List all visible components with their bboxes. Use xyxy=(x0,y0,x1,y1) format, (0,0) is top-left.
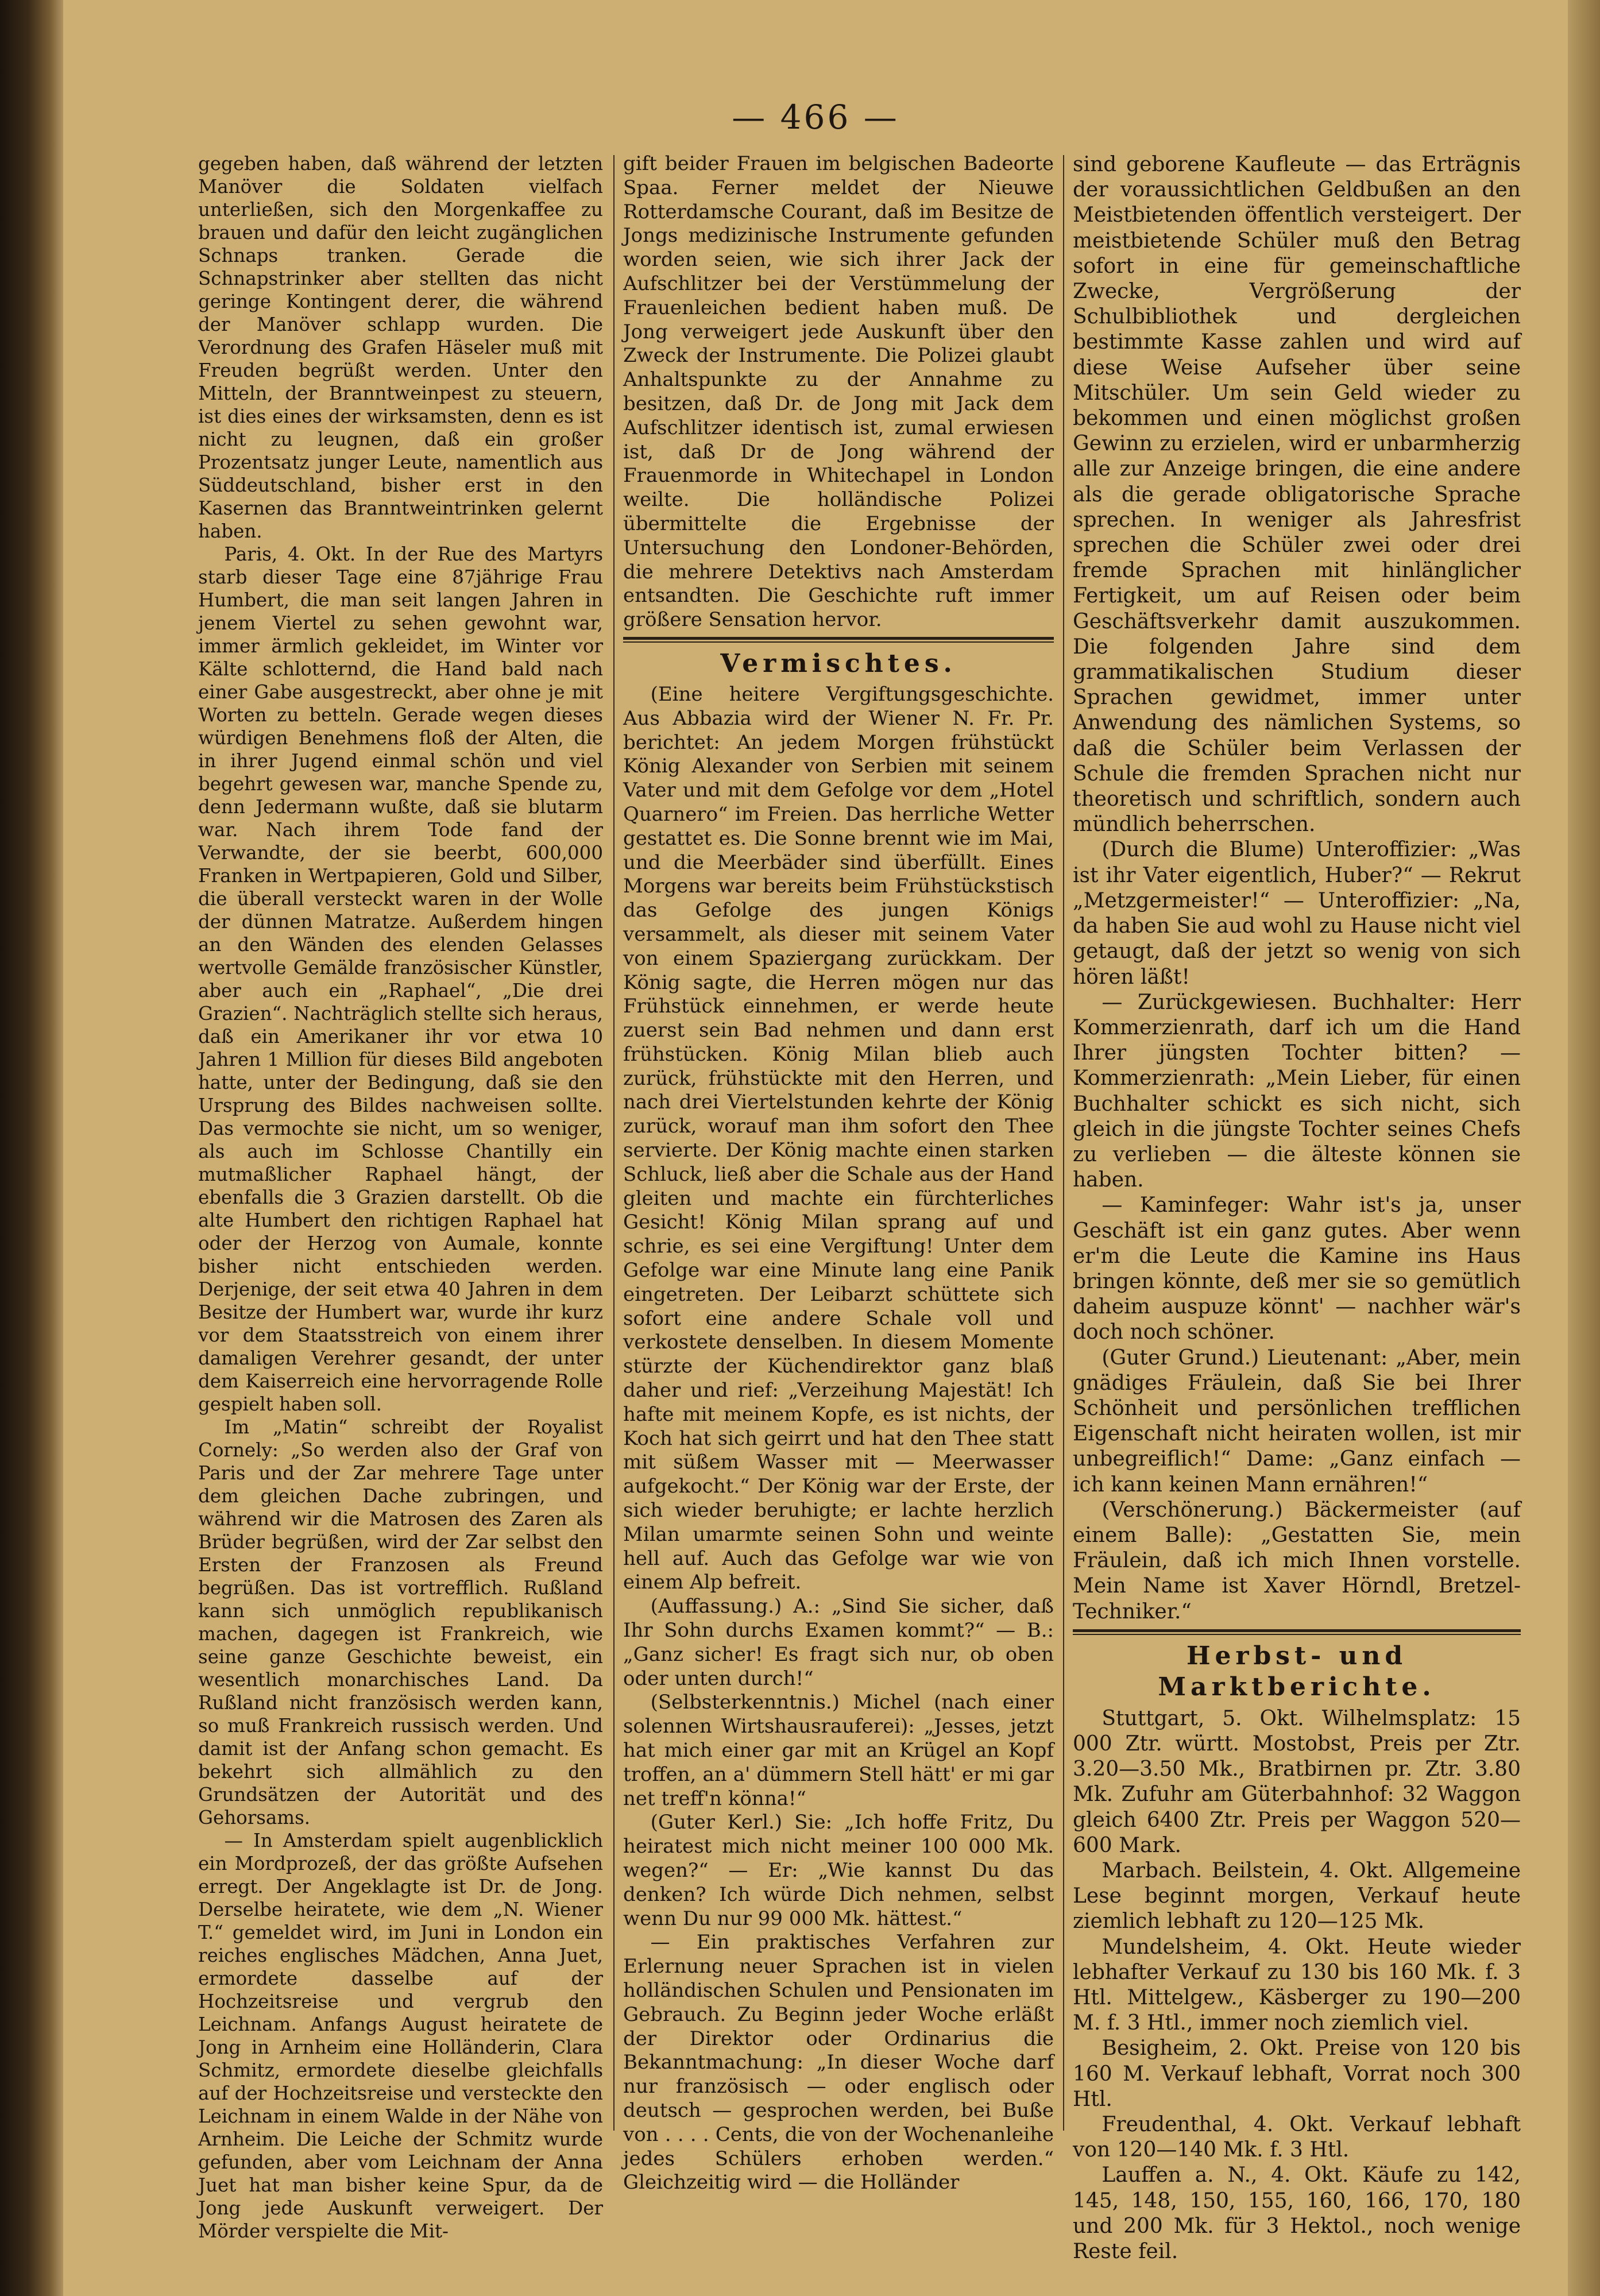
paragraph: — Zurückgewiesen. Buchhalter: Herr Kommerzienrath, darf ich um die Hand Ihrer jüngsten Tochter bitten? — Kommerzienrath: „Mein Lieber, für einen Buchhalter schickt es sich nicht, sich gleich in die jüngste Tochter seines Chefs zu verlieben — die älteste können sie haben. xyxy=(1073,990,1521,1192)
paragraph: Lauffen a. N., 4. Okt. Käufe zu 142, 145, 148, 150, 155, 160, 166, 170, 180 und 200 Mk. für 3 Hektol., noch wenige Reste feil. xyxy=(1073,2163,1521,2264)
paragraph: Mundelsheim, 4. Okt. Heute wieder lebhafter Verkauf zu 130 bis 160 Mk. f. 3 Htl. Mittelgew., Käsberger zu 190—200 M. f. 3 Htl., immer noch ziemlich viel. xyxy=(1073,1935,1521,2035)
paragraph: — Ein praktisches Verfahren zur Erlernung neuer Sprachen ist in vielen holländischen Schulen und Pensionaten im Gebrauch. Zu Beginn jeder Woche erläßt der Direktor oder Ordinarius die Bekanntmachung: „In dieser Woche darf nur französisch — oder englisch oder deutsch — gesprochen werden, bei Buße von . . . . Cents, die von der Wochenanleihe jedes Schülers erhoben werden.“ Gleichzeitig wird — die Holländer xyxy=(623,1931,1054,2194)
column-2 xyxy=(623,152,1054,2195)
section-rule xyxy=(1073,1629,1521,1635)
paragraph: (Durch die Blume) Unteroffizier: „Was ist ihr Vater eigentlich, Huber?“ — Rekrut „Metzgermeister!“ — Unteroffizier: „Na, da haben Sie aud wohl zu Hause nicht viel getaugt, daß der jetzt so wenig von sich hören läßt! xyxy=(1073,838,1521,989)
section-rule xyxy=(623,637,1054,643)
paragraph: Stuttgart, 5. Okt. Wilhelmsplatz: 15 000 Ztr. württ. Mostobst, Preis per Ztr. 3.20—3.50 Mk., Bratbirnen pr. Ztr. 3.80 Mk. Zufuhr am Güterbahnhof: 32 Waggon gleich 6400 Ztr. Preis per Waggon 520—600 Mark. xyxy=(1073,1706,1521,1857)
paragraph: Paris, 4. Okt. In der Rue des Martyrs starb dieser Tage eine 87jährige Frau Humbert, die man seit langen Jahren in jenem Viertel zu sehen gewohnt war, immer ärmlich gekleidet, im Winter vor Kälte schlotternd, die Hand bald nach einer Gabe ausgestreckt, aber ohne je mit Worten zu betteln. Gerade wegen dieses würdigen Benehmens floß der Alten, die in ihrer Jugend einmal schön und viel begehrt gewesen war, manche Spende zu, denn Jedermann wußte, daß sie blutarm war. Nach ihrem Tode fand der Verwandte, der sie beerbt, 600,000 Franken in Wertpapieren, Gold und Silber, die überall versteckt waren in der Wolle der dünnen Matratze. Außerdem hingen an den Wänden des elenden Gelasses wertvolle Gemälde französischer Künstler, aber auch ein „Raphael“, „Die drei Grazien“. Nachträglich stellte sich heraus, daß ein Amerikaner ihr vor etwa 10 Jahren 1 Million für dieses Bild angeboten hatte, unter der Bedingung, daß sie den Ursprung des Bildes nachweisen sollte. Das vermochte sie nicht, um so weniger, als auch im Schlosse Chantilly ein mutmaßlicher Raphael hängt, der ebenfalls die 3 Grazien darstellt. Ob die alte Humbert den richtigen Raphael hat oder der Herzog von Aumale, konnte bisher nicht entschieden werden. Derjenige, der seit etwa 40 Jahren in dem Besitze der Humbert war, wurde ihr kurz vor dem Staatsstreich von einem ihrer damaligen Verehrer gesandt, der unter dem Kaiserreich eine hervorragende Rolle gespielt haben soll. xyxy=(198,543,603,1415)
paragraph: — In Amsterdam spielt augenblicklich ein Mordprozeß, der das größte Aufsehen erregt. Der Angeklagte ist Dr. de Jong. Derselbe heiratete, wie dem „N. Wiener T.“ gemeldet wird, im Juni in London ein reiches englisches Mädchen, Anna Juet, ermordete dasselbe auf der Hochzeitsreise und vergrub den Leichnam. Anfangs August heiratete de Jong in Arnheim eine Holländerin, Clara Schmitz, ermordete dieselbe gleichfalls auf der Hochzeitsreise und versteckte den Leichnam in einem Walde in der Nähe von Arnheim. Die Leiche der Schmitz wurde gefunden, aber vom Leichnam der Anna Juet hat man bisher keine Spur, da de Jong jede Auskunft verweigert. Der Mörder verspielte die Mit- xyxy=(198,1830,603,2242)
section-heading-marktberichte: Herbst- und Marktberichte. xyxy=(1158,1641,1436,1702)
paragraph: Im „Matin“ schreibt der Royalist Cornely: „So werden also der Graf von Paris und der Zar mehrere Tage unter dem gleichen Dache zubringen, und während wir die Matrosen des Zaren als Brüder begrüßen, wird der Zar selbst den Ersten der Franzosen als Freund begrüßen. Das ist vortrefflich. Rußland kann sich unmöglich republikanisch machen, dagegen ist Frankreich, wie seine ganze Geschichte beweist, ein wesentlich monarchisches Land. Da Rußland nicht französisch werden kann, so muß Frankreich russisch werden. Und damit ist der Anfang schon gemacht. Es bekehrt sich allmählich zu den Grundsätzen der Autorität und des Gehorsams. xyxy=(198,1416,603,1829)
paragraph: (Guter Grund.) Lieutenant: „Aber, mein gnädiges Fräulein, daß Sie bei Ihrer Schönheit und persönlichen trefflichen Eigenschaft nicht heiraten wollen, ist mir unbegreiflich!“ Dame: „Ganz einfach — ich kann keinen Mann ernähren!“ xyxy=(1073,1346,1521,1497)
paragraph: gift beider Frauen im belgischen Badeorte Spaa. Ferner meldet der Nieuwe Rotterdamsche Courant, daß im Besitze de Jongs medizinische Instrumente gefunden worden seien, wie sich ihrer Jack der Aufschlitzer bei der Verstümmelung der Frauenleichen bedient haben muß. De Jong verweigert jede Auskunft über den Zweck der Instrumente. Die Polizei glaubt Anhaltspunkte zu der Annahme zu besitzen, daß Dr. de Jong mit Jack dem Aufschlitzer identisch ist, zumal erwiesen ist, daß Dr de Jong während der Frauenmorde in Whitechapel in London weilte. Die holländische Polizei übermittelte die Ergebnisse der Untersuchung den Londoner-Behörden, die mehrere Detektivs nach Amsterdam entsandten. Die Geschichte ruft immer größere Sensation hervor. xyxy=(623,152,1054,632)
paragraph: Besigheim, 2. Okt. Preise von 120 bis 160 M. Verkauf lebhaft, Vorrat noch 300 Htl. xyxy=(1073,2036,1521,2111)
paragraph: gegeben haben, daß während der letzten Manöver die Soldaten vielfach unterließen, sich den Morgenkaffee zu brauen und dafür den leicht zugänglichen Schnaps tranken. Gerade die Schnapstrinker aber stellten das nicht geringe Kontingent derer, die während der Manöver schlapp wurden. Die Verordnung des Grafen Häseler muß mit Freuden begrüßt werden. Unter den Mitteln, der Branntweinpest zu steuern, ist dies eines der wirksamsten, denn es ist nicht zu leugnen, daß ein großer Prozentsatz junger Leute, namentlich aus Süddeutschland, bisher erst in den Kasernen das Branntweintrinken gelernt haben. xyxy=(198,153,603,542)
column-1 xyxy=(198,152,603,2243)
book-binding xyxy=(0,0,63,2296)
paragraph: — Kaminfeger: Wahr ist's ja, unser Geschäft ist ein ganz gutes. Aber wenn er'm die Leute die Kamine ins Haus bringen könnte, deß mer sie so gemütlich daheim auspuze könnt' — nachher wär's doch noch schöner. xyxy=(1073,1193,1521,1344)
section-heading-vermischtes: Vermischtes. xyxy=(720,648,957,678)
paragraph: (Selbsterkenntnis.) Michel (nach einer solennen Wirtshausrauferei): „Jesses, jetzt hat mich einer gar mit an Krügel an Kopf troffen, an a' dümmern Stell hätt' er mi gar net treff'n könna!“ xyxy=(623,1691,1054,1810)
column-divider xyxy=(1063,155,1064,2131)
paragraph: (Verschönerung.) Bäckermeister (auf einem Balle): „Gestatten Sie, mein Fräulein, daß ich mich Ihnen vorstelle. Mein Name ist Xaver Hörndl, Bretzel-Techniker.“ xyxy=(1073,1498,1521,1624)
paragraph: (Auffassung.) A.: „Sind Sie sicher, daß Ihr Sohn durchs Examen kommt?“ — B.: „Ganz sicher! Es fragt sich nur, ob oben oder unten durch!“ xyxy=(623,1595,1054,1690)
paragraph: sind geborene Kaufleute — das Erträgnis der voraussichtlichen Geldbußen an den Meistbietenden öffentlich versteigert. Der meistbietende Schüler muß den Betrag sofort in eine für gemeinschaftliche Zwecke, Vergrößerung der Schulbibliothek und dergleichen bestimmte Kasse zahlen und wird auf diese Weise Aufseher über seine Mitschüler. Um sein Geld wieder zu bekommen und einen möglichst großen Gewinn zu erzielen, wird er unbarmherzig alle zur Anzeige bringen, die eine andere als die gerade obligatorische Sprache sprechen. In weniger als Jahresfrist sprechen die Schüler zwei oder drei fremde Sprachen mit hinlänglicher Fertigkeit, um auf Reisen oder beim Geschäftsverkehr damit auszukommen. Die folgenden Jahre sind dem grammatikalischen Studium dieser Sprachen gewidmet, immer unter Anwendung des nämlichen Systems, so daß die Schüler beim Verlassen der Schule die fremden Sprachen nicht nur theoretisch und schriftlich, sondern auch mündlich beherrschen. xyxy=(1073,153,1521,837)
page-number: — 466 — xyxy=(732,98,899,137)
column-divider xyxy=(613,155,615,2131)
page-edge xyxy=(1568,0,1600,2296)
paragraph: (Eine heitere Vergiftungsgeschichte. Aus Abbazia wird der Wiener N. Fr. Pr. berichtet: An jedem Morgen frühstückt König Alexander von Serbien mit seinem Vater und mit dem Gefolge vor dem „Hotel Quarnero“ im Freien. Das herrliche Wetter gestattet es. Die Sonne brennt wie im Mai, und die Meerbäder sind überfüllt. Eines Morgens war bereits beim Frühstückstisch das Gefolge des jungen Königs versammelt, als dieser mit seinem Vater von einem Spaziergang zurückkam. Der König sagte, die Herren mögen nur das Frühstück einnehmen, er werde heute zuerst sein Bad nehmen und dann erst frühstücken. König Milan blieb auch zurück, frühstückte mit den Herren, und nach drei Viertelstunden kehrte der König zurück, worauf man ihm sofort den Thee servierte. Der König machte einen starken Schluck, ließ aber die Schale aus der Hand gleiten und machte ein fürchterliches Gesicht! König Milan sprang auf und schrie, es sei eine Vergiftung! Unter dem Gefolge war eine Minute lang eine Panik eingetreten. Der Leibarzt schüttete sich sofort eine andere Schale voll und verkostete denselben. In diesem Momente stürzte der Küchendirektor ganz blaß daher und rief: „Verzeihung Majestät! Ich hafte mit meinem Kopfe, es ist nichts, der Koch hat sich geirrt und hat den Thee statt mit süßem Wasser mit — Meerwasser aufgekocht.“ Der König war der Erste, der sich wieder beruhigte; er lachte herzlich Milan umarmte seinen Sohn und weinte hell auf. Auch das Gefolge war wie von einem Alp befreit. xyxy=(623,682,1054,1594)
paragraph: (Guter Kerl.) Sie: „Ich hoffe Fritz, Du heiratest mich nicht meiner 100 000 Mk. wegen?“ — Er: „Wie kannst Du das denken? Ich würde Dich nehmen, selbst wenn Du nur 99 000 Mk. hättest.“ xyxy=(623,1811,1054,1930)
paragraph: Marbach. Beilstein, 4. Okt. Allgemeine Lese beginnt morgen, Verkauf heute ziemlich lebhaft zu 120—125 Mk. xyxy=(1073,1859,1521,1934)
column-3 xyxy=(1073,152,1521,2264)
paragraph: Freudenthal, 4. Okt. Verkauf lebhaft von 120—140 Mk. f. 3 Htl. xyxy=(1073,2113,1521,2162)
